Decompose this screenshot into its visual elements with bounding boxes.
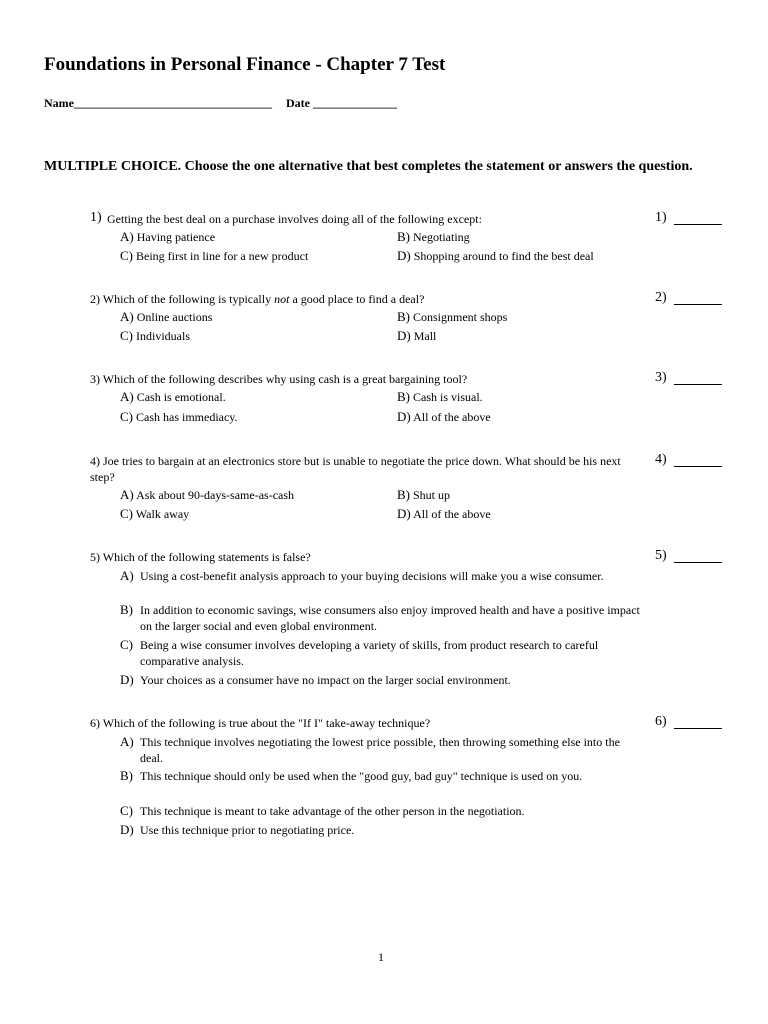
option-a[interactable]: A) Using a cost-benefit analysis approach to your buying decisions will make you a wise consumer. — [120, 568, 604, 583]
option-b[interactable]: B) Negotiating — [397, 229, 470, 244]
date-field[interactable]: Date ______________ — [286, 96, 397, 110]
option-d[interactable]: D) Mall — [397, 328, 437, 343]
answer-label: 4) — [655, 452, 667, 467]
answer-label: 5) — [655, 548, 667, 563]
question-text: 4) Joe tries to bargain at an electronics store but is unable to negotiate the price down. What should be his next step? — [90, 454, 621, 484]
option-c[interactable]: C) Walk away — [120, 506, 190, 521]
test-title: Foundations in Personal Finance - Chapter 7 Test — [44, 54, 446, 75]
answer-blank[interactable] — [674, 384, 722, 385]
option-c[interactable]: C) Cash has immediacy. — [120, 409, 238, 424]
option-b[interactable]: B) In addition to economic savings, wise consumers also enjoy improved health and have a positive impact on the larger social and even global environment. — [120, 602, 640, 633]
option-b[interactable]: B) Shut up — [397, 487, 451, 502]
option-b[interactable]: B) Consignment shops — [397, 309, 508, 324]
section-instructions: MULTIPLE CHOICE. Choose the one alternative that best completes the statement or answers the question. — [44, 159, 693, 174]
option-a[interactable]: A) Having patience — [120, 229, 216, 244]
option-c[interactable]: C) Individuals — [120, 328, 190, 343]
answer-blank[interactable] — [674, 466, 722, 467]
page-number: 1 — [378, 950, 384, 964]
option-d[interactable]: D) Your choices as a consumer have no impact on the larger social environment. — [120, 672, 511, 687]
question-text: Getting the best deal on a purchase involves doing all of the following except: — [107, 212, 482, 226]
student-info-line — [44, 96, 397, 111]
answer-label: 3) — [655, 370, 667, 385]
option-d[interactable]: D) Shopping around to find the best deal — [397, 248, 594, 263]
question-text: 6) Which of the following is true about the "If I" take-away technique? — [90, 716, 431, 730]
option-d[interactable]: D) All of the above — [397, 409, 491, 424]
option-c[interactable]: C) Being first in line for a new product — [120, 248, 309, 263]
option-b[interactable]: B) Cash is visual. — [397, 389, 483, 404]
answer-label: 1) — [655, 210, 667, 225]
answer-blank[interactable] — [674, 728, 722, 729]
answer-label: 2) — [655, 290, 667, 305]
question-text: 3) Which of the following describes why using cash is a great bargaining tool? — [90, 372, 468, 386]
option-d[interactable]: D) Use this technique prior to negotiating price. — [120, 822, 355, 837]
answer-blank[interactable] — [674, 562, 722, 563]
option-c[interactable]: C) This technique is meant to take advantage of the other person in the negotiation. — [120, 803, 525, 818]
emphasis: not — [274, 292, 290, 306]
answer-blank[interactable] — [674, 224, 722, 225]
option-a[interactable]: A) Ask about 90-days-same-as-cash — [120, 487, 295, 502]
question-text: 2) Which of the following is typically not a good place to find a deal? — [90, 292, 425, 306]
option-c[interactable]: C) Being a wise consumer involves developing a variety of skills, from product research to careful comparative analysis. — [120, 637, 599, 668]
option-d[interactable]: D) All of the above — [397, 506, 491, 521]
option-a[interactable]: A) This technique involves negotiating the lowest price possible, then throwing something else into the deal. — [120, 734, 620, 765]
question-text: 5) Which of the following statements is false? — [90, 550, 311, 564]
question-number: 1) — [90, 210, 102, 225]
name-field[interactable]: Name_________________________________ — [44, 96, 272, 110]
option-a[interactable]: A) Cash is emotional. — [120, 389, 226, 404]
answer-blank[interactable] — [674, 304, 722, 305]
option-a[interactable]: A) Online auctions — [120, 309, 213, 324]
option-b[interactable]: B) This technique should only be used when the "good guy, bad guy" technique is used on you. — [120, 768, 583, 783]
answer-label: 6) — [655, 714, 667, 729]
